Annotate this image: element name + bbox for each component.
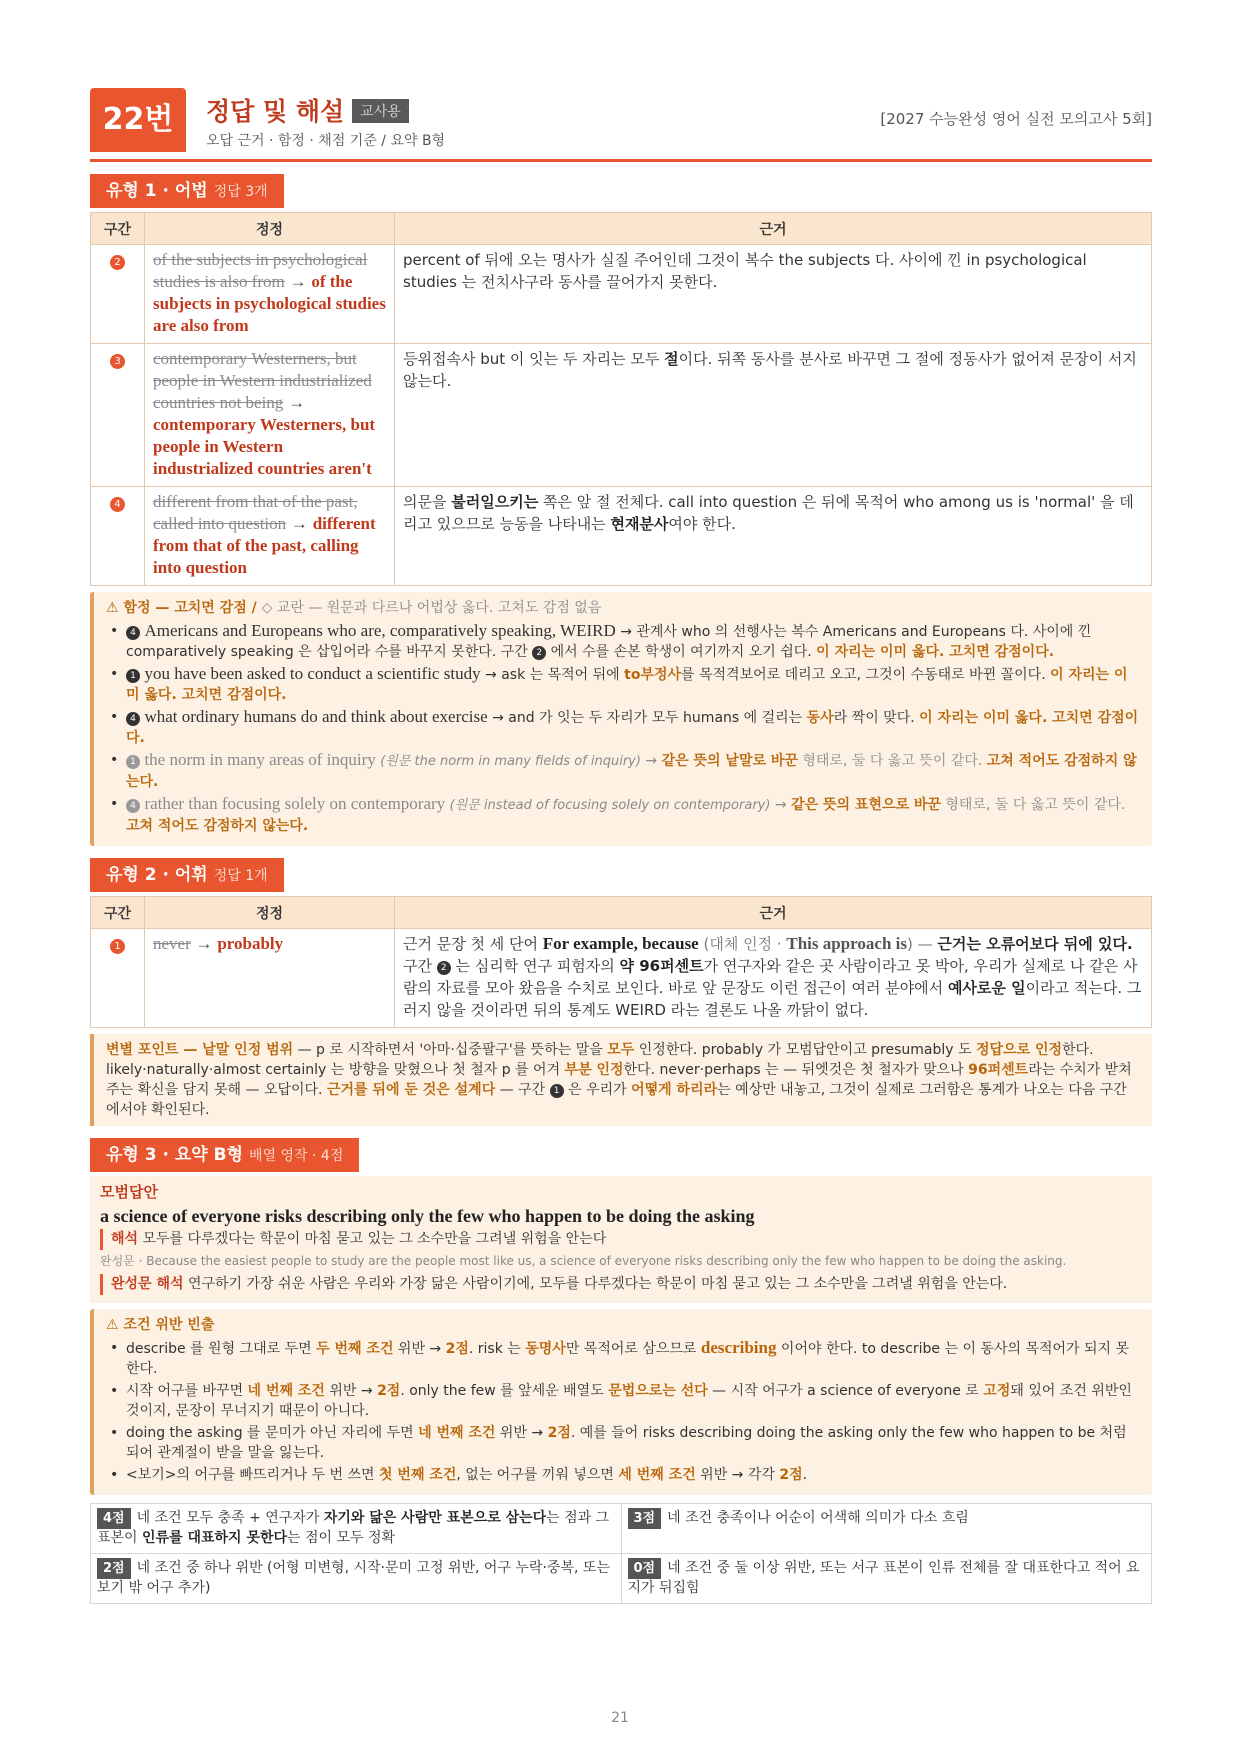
translation-label: 해석 bbox=[111, 1231, 139, 1247]
highlight-text: 근거를 뒤에 둔 것은 설계다 bbox=[326, 1082, 496, 1098]
note-text: → bbox=[645, 753, 662, 769]
segment-badge: 4 bbox=[126, 626, 140, 640]
col-segment: 구간 bbox=[91, 897, 145, 929]
warning-text: 이 자리는 이미 옳다. 고치면 감점이다. bbox=[126, 667, 1128, 703]
col-reason: 근거 bbox=[395, 897, 1152, 929]
list-item bbox=[106, 1381, 1140, 1421]
full-translation-line bbox=[100, 1274, 1142, 1295]
warning-text: 고쳐 적어도 감점하지 않는다. bbox=[126, 753, 1137, 790]
table-row bbox=[91, 1554, 1152, 1604]
highlight-text: 첫 번째 조건 bbox=[379, 1467, 457, 1483]
page-number: 21 bbox=[611, 1710, 629, 1726]
reason-part: 구간 bbox=[403, 957, 437, 975]
table-header-row bbox=[91, 213, 1152, 245]
note-text: 위반 → bbox=[393, 1341, 446, 1357]
trap-note bbox=[90, 592, 1152, 846]
highlight-text: 같은 뜻의 표현으로 바꾼 bbox=[791, 797, 941, 813]
quoted-phrase: what ordinary humans do and think about exercise bbox=[144, 707, 488, 726]
section-1-count: 정답 3개 bbox=[213, 184, 268, 200]
note-text: . risk 는 bbox=[468, 1341, 526, 1357]
note-text: 에서 수를 손본 학생이 여기까지 오기 쉽다. bbox=[546, 644, 817, 660]
table-row bbox=[91, 344, 1152, 487]
highlight-text: 2점 bbox=[445, 1341, 469, 1357]
section-2-label bbox=[90, 858, 284, 892]
note-text: 은 우리가 bbox=[563, 1082, 632, 1098]
reason-part: 이라고 적는다. 그러지 않을 것이라면 뒤의 통계도 WEIRD 라는 결론도 나올 까닭이 없다. bbox=[403, 979, 1142, 1019]
note-text: doing the asking 를 문미가 아닌 자리에 두면 bbox=[126, 1425, 419, 1441]
reason-part: 여야 한다. bbox=[668, 515, 736, 533]
note-text: 라 짝이 맞다. bbox=[833, 710, 920, 726]
highlight-text: 동사 bbox=[806, 710, 834, 726]
segment-badge: 1 bbox=[110, 939, 125, 954]
model-answer-text: a science of everyone risks describing only the few who happen to be doing the asking bbox=[100, 1206, 755, 1226]
reason-highlight: 절 bbox=[664, 350, 679, 368]
note-text: . only the few 를 앞세운 배열도 bbox=[400, 1383, 609, 1399]
reason-highlight: 예사로운 일 bbox=[947, 979, 1026, 997]
col-reason: 근거 bbox=[395, 213, 1152, 245]
table-row bbox=[91, 245, 1152, 344]
note-text: 위반 → bbox=[495, 1425, 548, 1441]
distractor-label: ◇ 교란 — 원문과 다르나 어법상 옳다. 고쳐도 감점 없음 bbox=[261, 600, 602, 616]
segment-badge: 1 bbox=[126, 669, 140, 683]
reason-highlight: 근거는 오류어보다 뒤에 있다. bbox=[937, 935, 1133, 953]
score-2-cell bbox=[91, 1554, 622, 1604]
table-header-row bbox=[91, 897, 1152, 929]
reason-highlight: 불러일으키는 bbox=[451, 493, 539, 511]
note-text: 를 목적격보어로 데리고 오고, 그것이 수동태로 바뀐 꼴이다. bbox=[681, 667, 1051, 683]
note-text: <보기>의 어구를 빠뜨리거나 두 번 쓰면 bbox=[126, 1467, 380, 1483]
table-row bbox=[91, 1504, 1152, 1554]
trap-note-title bbox=[106, 598, 1140, 618]
reason-phrase: This approach is bbox=[786, 934, 908, 953]
score-badge: 2점 bbox=[97, 1558, 131, 1579]
note-text: 한다. likely·naturally·almost certainly 는 방향을 맞혔으나 첫 철자 p 를 어겨 bbox=[106, 1042, 1094, 1078]
highlight-text: describing bbox=[700, 1338, 777, 1357]
wrong-text: different from that of the past, called into question bbox=[153, 492, 358, 533]
highlight-text: 2점 bbox=[779, 1467, 803, 1483]
reason-text bbox=[395, 487, 1152, 586]
trap-label: ⚠ 함정 — 고치면 감점 bbox=[106, 600, 247, 616]
reason-part: 등위접속사 but 이 잇는 두 자리는 모두 bbox=[403, 350, 665, 368]
highlight-text: 2점 bbox=[547, 1425, 571, 1441]
col-segment: 구간 bbox=[91, 213, 145, 245]
quoted-phrase: Americans and Europeans who are, comparatively speaking, WEIRD bbox=[144, 621, 616, 640]
answer-page bbox=[90, 88, 1152, 1604]
grammar-table bbox=[90, 212, 1152, 586]
discrimination-note bbox=[90, 1034, 1152, 1126]
correct-text: probably bbox=[217, 934, 284, 953]
section-3-label bbox=[90, 1138, 359, 1172]
note-text: . bbox=[802, 1467, 808, 1483]
highlight-text: 모두 bbox=[607, 1042, 635, 1058]
col-correction: 정정 bbox=[145, 897, 395, 929]
model-answer-title: 모범답안 bbox=[100, 1183, 158, 1201]
wrong-text: never bbox=[153, 934, 191, 953]
list-item bbox=[106, 794, 1140, 836]
highlight-text: 부분 인정 bbox=[564, 1062, 624, 1078]
highlight-text: 문법으로는 선다 bbox=[608, 1383, 708, 1399]
full-sentence-en: 완성문 · Because the easiest people to study are the people most like us, a science of everyone risks describing only the few who happen to be doing the asking. bbox=[100, 1254, 1067, 1268]
highlight-text: 네 번째 조건 bbox=[418, 1425, 496, 1441]
teacher-badge: 교사용 bbox=[352, 99, 409, 123]
score-badge: 4점 bbox=[97, 1508, 131, 1529]
translation-line bbox=[100, 1229, 1142, 1250]
note-text: . 예를 들어 risks describing doing the asking only the few who happen to be 처럼 되어 관계절이 받을 말을 잃는다. bbox=[126, 1425, 1127, 1461]
score-text: 는 점과 그 표본이 bbox=[97, 1510, 610, 1546]
note-text: 인정한다. probably 가 모범답안이고 presumably 도 bbox=[634, 1042, 976, 1058]
note-text: , 없는 어구를 끼워 넣으면 bbox=[456, 1467, 619, 1483]
note-text: — 구간 bbox=[495, 1082, 550, 1098]
quoted-phrase: you have been asked to conduct a scientific study bbox=[144, 664, 481, 683]
wrong-text: contemporary Westerners, but people in Western industrialized countries not being bbox=[153, 349, 372, 412]
score-text: 네 조건 충족이나 어순이 어색해 의미가 다소 흐림 bbox=[667, 1510, 969, 1526]
note-text: 위반 → bbox=[324, 1383, 378, 1399]
highlight-text: 같은 뜻의 낱말로 바꾼 bbox=[661, 753, 798, 769]
reason-phrase: For example, because bbox=[542, 934, 699, 953]
score-text: 네 조건 중 둘 이상 위반, 또는 서구 표본이 인류 전체를 잘 대표한다고 적어 요지가 뒤집힘 bbox=[627, 1560, 1140, 1596]
score-text: 는 점이 모두 정확 bbox=[287, 1530, 396, 1546]
note-text: 위반 → 각각 bbox=[695, 1467, 780, 1483]
list-item bbox=[106, 664, 1140, 705]
page-header bbox=[90, 88, 1152, 162]
note-text: 형태로, 둘 다 옳고 뜻이 같다. bbox=[940, 797, 1126, 813]
section-3-title: 유형 3 · 요약 B형 bbox=[106, 1145, 244, 1165]
section-2-count: 정답 1개 bbox=[213, 868, 268, 884]
note-text: 이어야 한다. to describe 는 이 동사의 목적어가 되지 못한다. bbox=[126, 1341, 1130, 1377]
highlight-text: 고정 bbox=[983, 1383, 1011, 1399]
reason-part: 쪽은 앞 절 전체다. call into question 은 뒤에 목적어 who among us is 'normal' 을 데리고 있으므로 능동을 나타내는 bbox=[403, 493, 1134, 533]
correct-text: contemporary Westerners, but people in Western industrialized countries aren't bbox=[153, 415, 376, 478]
question-number: 22번 bbox=[90, 88, 186, 152]
list-item bbox=[106, 750, 1140, 792]
reason-part: 근거 문장 첫 세 단어 bbox=[403, 935, 543, 953]
reason-highlight: 약 96퍼센트 bbox=[619, 957, 704, 975]
segment-badge: 2 bbox=[110, 255, 125, 270]
score-3-cell bbox=[621, 1504, 1152, 1554]
quoted-phrase: rather than focusing solely on contemporary bbox=[144, 794, 446, 813]
segment-badge: 4 bbox=[126, 799, 140, 813]
warning-text: 고쳐 적어도 감점하지 않는다. bbox=[126, 818, 309, 834]
reason-text bbox=[395, 929, 1152, 1028]
condition-note bbox=[90, 1309, 1152, 1495]
list-item bbox=[106, 621, 1140, 662]
vocab-table bbox=[90, 896, 1152, 1028]
note-text: → 관계사 who 의 선행사는 복수 Americans and Europeans 다. 사이에 낀 comparatively speaking 은 삽입어라 수를 바꾸지 못한다. 구간 bbox=[126, 624, 1092, 660]
segment-badge: 4 bbox=[110, 497, 125, 512]
arrow-icon: → bbox=[290, 514, 308, 533]
table-row bbox=[91, 487, 1152, 586]
note-title: 변별 포인트 — 낱말 인정 범위 bbox=[106, 1042, 294, 1058]
correct-text: of the subjects in psychological studies are also from bbox=[153, 272, 386, 335]
section-1-label bbox=[90, 174, 284, 208]
note-text: — p 로 시작하면서 '아마·십중팔구'를 뜻하는 말을 bbox=[293, 1042, 608, 1058]
highlight-text: 정답으로 인정 bbox=[976, 1042, 1063, 1058]
reason-part: 가 연구자와 같은 곳 사람이라고 못 박아, 우리가 실제로 나 같은 사람의 자료를 모아 왔음을 수치로 보인다. 바로 앞 문장도 이런 접근이 여러 분야에서 bbox=[403, 957, 1138, 997]
list-item bbox=[106, 707, 1140, 748]
col-correction: 정정 bbox=[145, 213, 395, 245]
original-phrase: (원문 instead of focusing solely on contemporary) bbox=[449, 798, 771, 813]
note-text: → ask 는 목적어 뒤에 bbox=[485, 667, 625, 683]
note-text: 한다. never·perhaps 는 — 뒤엣것은 첫 철자가 맞으나 bbox=[623, 1062, 969, 1078]
segment-badge: 3 bbox=[110, 354, 125, 369]
full-translation-text: 연구하기 가장 쉬운 사람은 우리와 가장 닮은 사람이기에, 모두를 다루겠다는 학문이 마침 묻고 있는 그 소수만을 그려낼 위험을 안는다. bbox=[183, 1276, 1008, 1292]
segment-badge: 1 bbox=[550, 1084, 564, 1098]
highlight-text: 두 번째 조건 bbox=[316, 1341, 394, 1357]
note-text: describe 를 원형 그대로 두면 bbox=[126, 1341, 317, 1357]
reason-part: 의문을 bbox=[403, 493, 452, 511]
note-text: — 시작 어구가 a science of everyone 로 bbox=[707, 1383, 984, 1399]
arrow-icon: → bbox=[289, 272, 307, 291]
list-item bbox=[106, 1338, 1140, 1379]
list-item bbox=[106, 1423, 1140, 1463]
reason-part: 이다. 뒤쪽 동사를 분사로 바꾸면 그 절에 정동사가 없어져 문장이 서지 않는다. bbox=[403, 350, 1137, 390]
note-text: 돼 있어 조건 위반인 것이지, 문장이 무너지기 때문이 아니다. bbox=[126, 1383, 1132, 1419]
title-text: 정답 및 해설 bbox=[206, 97, 345, 126]
reason-text bbox=[395, 344, 1152, 487]
separator: / bbox=[251, 600, 257, 616]
wrong-text: of the subjects in psychological studies is also from bbox=[153, 250, 368, 291]
note-text: 시작 어구를 바꾸면 bbox=[126, 1383, 248, 1399]
score-text: 네 조건 중 하나 위반 (어형 미변형, 시작·문미 고정 위반, 어구 누락·중복, 또는 보기 밖 어구 추가) bbox=[97, 1560, 610, 1596]
score-badge: 0점 bbox=[628, 1558, 662, 1579]
page-title bbox=[206, 92, 409, 128]
segment-badge: 2 bbox=[437, 961, 451, 975]
segment-badge: 2 bbox=[532, 646, 546, 660]
segment-badge: 4 bbox=[126, 712, 140, 726]
segment-badge: 1 bbox=[126, 755, 140, 769]
highlight-text: to부정사 bbox=[624, 667, 682, 683]
highlight-text: 동명사 bbox=[525, 1341, 566, 1357]
highlight-text: 96퍼센트 bbox=[968, 1062, 1029, 1078]
score-highlight: 인류를 대표하지 못한다 bbox=[142, 1530, 288, 1546]
note-text: 라는 수치가 받쳐 주는 확신을 담지 못해 — 오답이다. bbox=[106, 1062, 1132, 1098]
score-highlight: 자기와 닮은 사람만 표본으로 삼는다 bbox=[323, 1510, 547, 1526]
highlight-text: 세 번째 조건 bbox=[618, 1467, 696, 1483]
section-2-title: 유형 2 · 어휘 bbox=[106, 865, 208, 885]
highlight-text: 어떻게 하리라 bbox=[631, 1082, 718, 1098]
exam-name: [2027 수능완성 영어 실전 모의고사 5회] bbox=[880, 110, 1152, 128]
correct-text: different from that of the past, calling into question bbox=[153, 514, 376, 577]
score-0-cell bbox=[621, 1554, 1152, 1604]
score-4-cell bbox=[91, 1504, 622, 1554]
section-3-count: 배열 영작 · 4점 bbox=[249, 1148, 344, 1164]
reason-part: 는 심리학 연구 피험자의 bbox=[450, 957, 620, 975]
highlight-text: 네 번째 조건 bbox=[247, 1383, 325, 1399]
warning-text: 이 자리는 이미 옳다. 고치면 감점이다. bbox=[816, 644, 1055, 660]
score-table bbox=[90, 1503, 1152, 1604]
reason-part: (대체 인정 · bbox=[698, 935, 787, 953]
quoted-phrase: the norm in many areas of inquiry bbox=[144, 750, 376, 769]
reason-text: percent of 뒤에 오는 명사가 실질 주어인데 그것이 복수 the subjects 다. 사이에 낀 in psychological studies 는 전치사구라 동사를 끌어가지 못한다. bbox=[395, 245, 1152, 344]
note-text: → and 가 잇는 두 자리가 모두 humans 에 걸리는 bbox=[492, 710, 807, 726]
full-translation-label: 완성문 해석 bbox=[111, 1276, 184, 1292]
page-subtitle: 오답 근거 · 함정 · 채점 기준 / 요약 B형 bbox=[206, 133, 446, 149]
translation-text: 모두를 다루겠다는 학문이 마침 묻고 있는 그 소수만을 그려낼 위험을 안는다 bbox=[138, 1231, 607, 1247]
condition-note-title: ⚠ 조건 위반 빈출 bbox=[106, 1317, 215, 1333]
highlight-text: 2점 bbox=[377, 1383, 401, 1399]
reason-highlight: 현재분사 bbox=[610, 515, 669, 533]
model-answer-box bbox=[90, 1176, 1152, 1303]
table-row bbox=[91, 929, 1152, 1028]
note-text: 는 예상만 내놓고, 그것이 실제로 그러함은 통계가 나오는 다음 구간에서야 확인된다. bbox=[106, 1082, 1127, 1118]
original-phrase: (원문 the norm in many fields of inquiry) bbox=[380, 754, 641, 769]
note-text: 만 목적어로 삼으므로 bbox=[565, 1341, 701, 1357]
arrow-icon: → bbox=[195, 934, 213, 953]
score-text: 네 조건 모두 충족 + 연구자가 bbox=[136, 1510, 324, 1526]
arrow-icon: → bbox=[288, 393, 306, 412]
note-text: 형태로, 둘 다 옳고 뜻이 같다. bbox=[797, 753, 987, 769]
score-badge: 3점 bbox=[628, 1508, 662, 1529]
reason-part: ) — bbox=[907, 935, 938, 953]
note-text: → bbox=[774, 797, 792, 813]
section-1-title: 유형 1 · 어법 bbox=[106, 181, 208, 201]
list-item bbox=[106, 1465, 1140, 1485]
warning-text: 이 자리는 이미 옳다. 고치면 감점이다. bbox=[126, 710, 1139, 746]
